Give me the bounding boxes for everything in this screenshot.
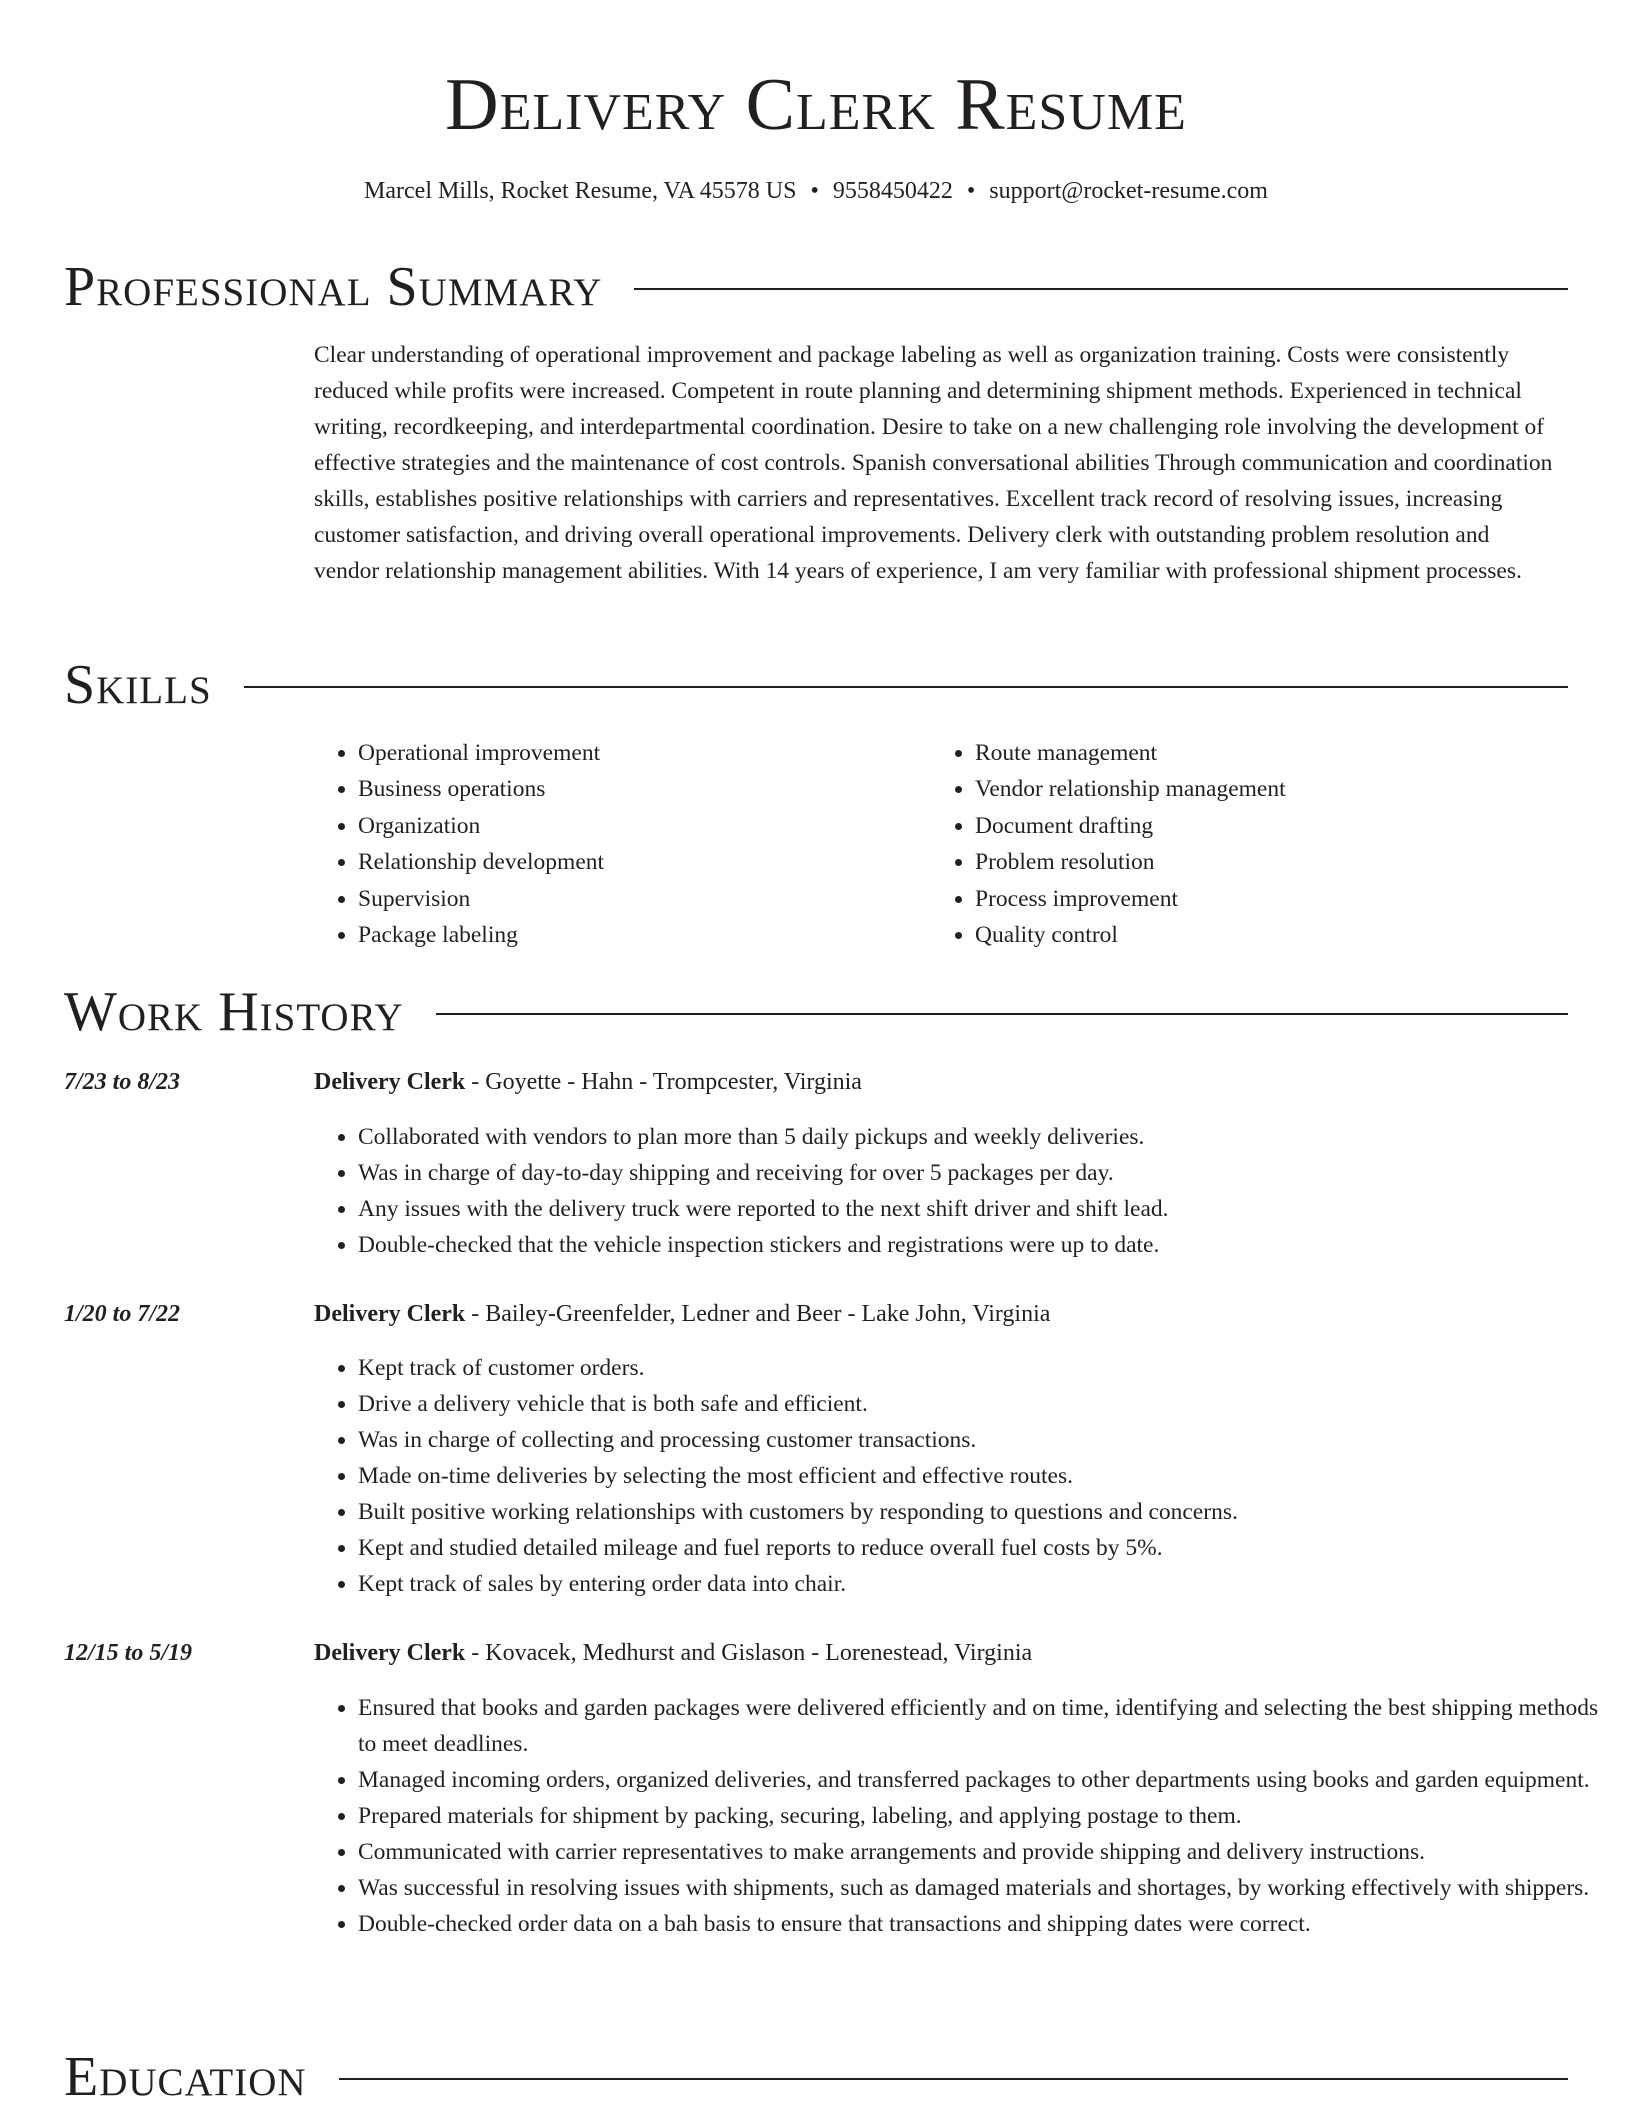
duty-item: • Kept and studied detailed mileage and fuel reports to reduce overall fuel costs by 5%.: [358, 1530, 1612, 1566]
duty-item: • Was in charge of day-to-day shipping and receiving for over 5 packages per day.: [358, 1155, 1612, 1191]
job-title: Delivery Clerk: [314, 1069, 466, 1095]
section-divider: [436, 1013, 1568, 1015]
section-divider: [244, 686, 1568, 688]
job-title: Delivery Clerk: [314, 1640, 466, 1666]
job-duties: [314, 1350, 1612, 1602]
skill-item: • Supervision: [358, 881, 931, 917]
skills-column-left: [314, 735, 931, 953]
duty-item: • Made on-time deliveries by selecting the most efficient and effective routes.: [358, 1458, 1612, 1494]
duty-item: • Ensured that books and garden packages were delivered efficiently and on time, identifying and selecting the best shipping methods to meet deadlines.: [358, 1690, 1612, 1762]
section-header-skills: [64, 650, 1568, 720]
job-dates: 7/23 to 8/23: [64, 1069, 181, 1095]
job-company: - Bailey-Greenfelder, Ledner and Beer - Lake John, Virginia: [465, 1301, 1051, 1327]
job-company: - Kovacek, Medhurst and Gislason - Lorenestead, Virginia: [465, 1640, 1033, 1666]
duty-item: • Double-checked order data on a bah basis to ensure that transactions and shipping dates were correct.: [358, 1906, 1612, 1942]
skill-item: • Vendor relationship management: [975, 771, 1548, 807]
resume-title: Delivery Clerk Resume: [445, 64, 1187, 146]
section-header-work: [64, 977, 1568, 1047]
contact-email: support@rocket-resume.com: [989, 178, 1268, 204]
duty-item: • Was in charge of collecting and processing customer transactions.: [358, 1422, 1612, 1458]
section-title-education: Education: [64, 2046, 307, 2108]
job-dates: 12/15 to 5/19: [64, 1640, 193, 1666]
duty-item: • Kept track of sales by entering order data into chair.: [358, 1566, 1612, 1602]
skills-grid: [314, 735, 1568, 953]
skill-item: • Process improvement: [975, 881, 1548, 917]
section-header-summary: [64, 252, 1568, 322]
contact-phone: 9558450422: [832, 178, 953, 204]
duty-item: • Was successful in resolving issues with shipments, such as damaged materials and shortages, by working effectively with shippers.: [358, 1870, 1612, 1906]
duty-item: • Managed incoming orders, organized deliveries, and transferred packages to other departments using books and garden equipment.: [358, 1762, 1612, 1798]
job-company: - Goyette - Hahn - Trompcester, Virginia: [465, 1069, 862, 1095]
duty-item: • Any issues with the delivery truck were reported to the next shift driver and shift lead.: [358, 1191, 1612, 1227]
section-divider: [634, 288, 1568, 290]
skill-item: • Problem resolution: [975, 844, 1548, 880]
duty-item: • Drive a delivery vehicle that is both safe and efficient.: [358, 1386, 1612, 1422]
job-duties: [314, 1690, 1612, 1942]
duty-item: • Built positive working relationships with customers by responding to questions and concerns.: [358, 1494, 1612, 1530]
contact-address: Marcel Mills, Rocket Resume, VA 45578 US: [364, 178, 797, 204]
duty-item: • Double-checked that the vehicle inspection stickers and registrations were up to date.: [358, 1227, 1612, 1263]
skill-item: • Relationship development: [358, 844, 931, 880]
job-heading: [314, 1065, 862, 1099]
contact-line: [0, 174, 1632, 208]
duty-item: • Prepared materials for shipment by packing, securing, labeling, and applying postage to them.: [358, 1798, 1612, 1834]
duty-item: • Collaborated with vendors to plan more than 5 daily pickups and weekly deliveries.: [358, 1119, 1612, 1155]
summary-block: [314, 337, 1554, 589]
duty-item: • Communicated with carrier representatives to make arrangements and provide shipping and delivery instructions.: [358, 1834, 1612, 1870]
section-header-education: [64, 2042, 1568, 2112]
job-heading: [314, 1636, 1032, 1670]
section-title-work: Work History: [64, 981, 404, 1043]
section-divider: [339, 2078, 1568, 2080]
job-dates: 1/20 to 7/22: [64, 1301, 181, 1327]
summary-text: Clear understanding of operational improvement and package labeling as well as organization training. Costs were consistently reduced while profits were increased. Competent in route planning and determining shipment methods. Experienced in technical writing, recordkeeping, and interdepartmental coordination. Desire to take on a new challenging role involving the development of effective strategies and the maintenance of cost controls. Spanish conversational abilities Through communication and coordination skills, establishes positive relationships with carriers and representatives. Excellent track record of resolving issues, increasing customer satisfaction, and driving overall operational improvements. Delivery clerk with outstanding problem resolution and vendor relationship management abilities. With 14 years of experience, I am very familiar with professional shipment processes.: [314, 342, 1553, 584]
skills-column-right: [931, 735, 1548, 953]
section-title-skills: Skills: [64, 654, 212, 716]
duty-item: • Kept track of customer orders.: [358, 1350, 1612, 1386]
contact-separator: •: [810, 178, 819, 204]
skill-item: • Package labeling: [358, 917, 931, 953]
skill-item: • Operational improvement: [358, 735, 931, 771]
job-heading: [314, 1297, 1050, 1331]
skill-item: • Route management: [975, 735, 1548, 771]
job-duties: [314, 1119, 1612, 1263]
contact-separator: •: [966, 178, 976, 204]
skill-item: • Business operations: [358, 771, 931, 807]
skill-item: • Quality control: [975, 917, 1548, 953]
section-title-summary: Professional Summary: [64, 256, 603, 318]
skill-item: • Document drafting: [975, 808, 1548, 844]
skill-item: • Organization: [358, 808, 931, 844]
job-title: Delivery Clerk: [314, 1301, 466, 1327]
